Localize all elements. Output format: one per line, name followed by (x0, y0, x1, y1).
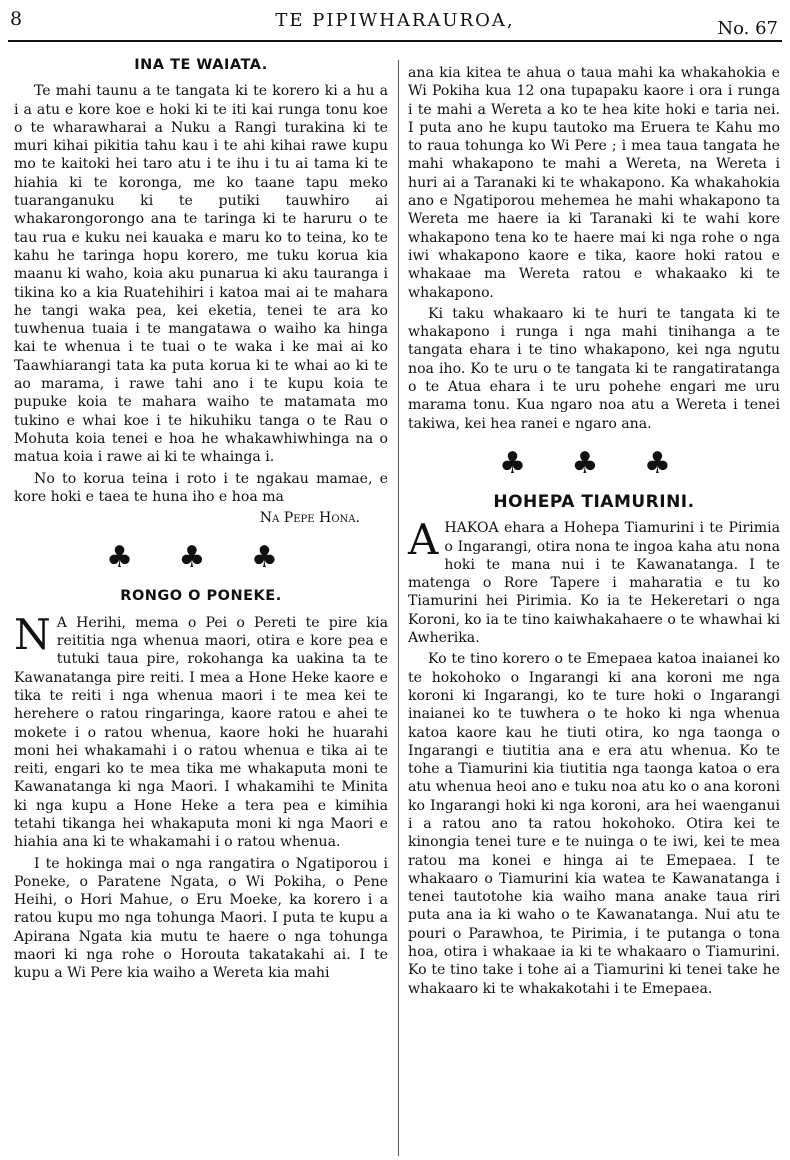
left-column (14, 52, 388, 986)
column-rule (398, 60, 399, 1156)
page-number: 8 (10, 8, 23, 30)
article-paragraph: Te mahi taunu a te tangata ki te korero ki a hu a i a atu e kore koe e hoki ki te iti kai runga tonu koe o te wharawharai a Nuku a Rangi turakina ki te muri kihai pikitia tahu kau i te ahi kihai rawe kupu mo te kaitoki hei taro atu i te ihu i tu ai tama ki te hiahia ki te koronga, me ko taane tapu meko tuaranganuku ki te putiki tauwhiro ai whakarongorongo ana te taringa ki te haruru o te tau rua e kuku nei kauaka e maru ko to teina, ko te kahu he taringa hopu korero, me tuku korua kia maanu ki waho, koia aku punarua ki aku tauranga i tikina ko a kia Ruatehihiri i katoa mai ai te mahara he tangi waka pea, kei eketia, tenei te ara ko tuwhenua tuaia i te mangatawa o waiho ka hinga kai te whenua i te tuai o te waka i ke mai ai ko Taawhiarangi tata ka puta korua ki te whai ao ki te ao marama, i rawe tahi ano i te kupu koia te pupuke koia te mahara waiho te matamata mo tukino e whai koe i te hikuhiku tanga o te Rau o Mohuta koia tenei e hoa he whakawhiwhinga na o matua koia i rawe ai ki te whainga i. (14, 83, 388, 466)
article-paragraph: N A Herihi, mema o Pei o Pereti te pire kia reititia nga whenua maori, otira e kore pea e tutuki taua pire, rokohanga ka uakina ta te Kawanatanga pire reiti. I mea a Hone Heke kaore e tika te reiti i nga whenua maori i te mea kei te herehere o ratou ringaringa, kaore ratou e ahei te mokete i o ratou whenua, kaore hoki he huarahi moni hei whakamahi i o ratou whenua e tika ai te reiti, engari ko te mea tika me whakaputa moni te Kawanatanga ki nga Maori. I whakamihi te Minita ki nga kupu a Hone Heke a tera pea e kimihia tetahi tikanga hei whakaputa moni ki nga Maori e hiahia ana ki te whakamahi i o ratou whenua. (14, 609, 388, 851)
drop-cap: N (14, 609, 51, 659)
signature: Na Pepe Hona. (259, 510, 360, 527)
clover-ornament: ♣ ♣ ♣ (499, 445, 689, 481)
article-paragraph: AHAKOA ehara a Hohepa Tiamurini i te Pirimia o Ingarangi, otira nona te ingoa kaha atu nona hoki te mana nui i te Kawanatanga. I te matenga o Rore Tapere i maharatia e tu ko Tiamurini hei Pirimia. Ko ia te Hekeretari o nga Koroni, ko ia te tino kaiwhakahaere o te whawhai ki Awherika. (408, 515, 780, 647)
article-paragraph: ana kia kitea te ahua o taua mahi ka whakahokia e Wi Pokiha kua 12 ona tupapaku kaore i ora i runga i te mahi a Wereta a ko te hea kite hoki e taria nei. I puta ano he kupu tautoko ma Eruera te Kahu mo to raua tohunga ko Wi Pere ; i mea taua tangata he mahi whakapono te mahi a Wereta, na Wereta i huri ai a Taranaki ki te whakapono. Ka whakahokia ano e Ngatiporou mehemea he mahi whakapono ta Wereta me haere ia ki Taranaki ki te wahi kore whakapono tena ko te haere mai ki nga rohe o nga iwi whakapono kaore e tika, kaore hoki ratou e whakaae ma Wereta ratou e whakaako ki te whakapono. (408, 65, 780, 301)
article-paragraph: I te hokinga mai o nga rangatira o Ngatiporou i Poneke, o Paratene Ngata, o Wi Pokiha, o Pene Heihi, o Hori Mahue, o Eru Moeke, ka korero i a ratou kupu mo nga tohunga Maori. I puta te kupu a Apirana Ngata kia mutu te haere o nga tohunga maori ki nga rohe o Horouta takatakahi ai. I te kupu a Wi Pere kia waiho a Wereta kia mahi (14, 855, 388, 982)
page-header (8, 4, 782, 42)
article-paragraph: Ko te tino korero o te Emepaea katoa inaianei ko te hokohoko o Ingarangi ki ana koroni me nga koroni ki Ingarangi, ko te ture hoki o Ingarangi inaianei ko te tuwhera o te hoko ki nga whenua katoa kaore kau he tiuti otira, ko nga taonga o Ingarangi e tiutitia ana e era atu whenua. Ko te tohe a Tiamurini kia tiutitia nga taonga katoa o era atu whenua heoi ano e tuku noa atu ko o ana koroni ko Ingarangi hoki ki nga koroni, ara hei waenganui i a ratou ano ta ratou hokohoko. Otira kei te kinongia tenei ture e te nuinga o te iwi, kei te mea ratou ma konei e hinga ai te Emepaea. I te whakaaro o Tiamurini kia watea te Kawanatanga i tenei tautotohe kia waiho mana anake taua riri puta ana ia ki waho o te Kawanatanga. Nui atu te pouri o Parawhoa, te Pirimia, i te putanga o tona hoa, otira i whakaae ia ki te whakaaro o Tiamurini. Ko te tino take i tohe ai a Tiamurini ki tenei take he whakaaro ki te whakakotahi i te Emepaea. (408, 651, 780, 997)
section-heading-rongo-o-poneke: RONGO O PONEKE. (120, 588, 282, 605)
clover-ornament: ♣ ♣ ♣ (106, 540, 296, 576)
article-paragraph: Ki taku whakaaro ki te huri te tangata ki te whakapono i runga i nga mahi tinihanga a te tangata ehara i te tino whakapono, kei nga ngutu noa iho. Ko te uru o te tangata ki te rangatiratanga o te Atua ehara i te uru pohehe engari me uru marama tonu. Kua ngaro noa atu a Wereta i tenei takiwa, kei hea ranei e ngaro ana. (408, 305, 780, 432)
issue-number: No. 67 (717, 18, 778, 39)
right-column (408, 64, 780, 1001)
article-paragraph: No to korua teina i roto i te ngakau mamae, e kore hoki e taea te huna iho e hoa ma (14, 470, 388, 505)
drop-cap: A (408, 515, 439, 565)
section-heading-ina-te-waiata: INA TE WAIATA. (134, 57, 268, 73)
newspaper-title: TE PIPIWHARAUROA, (275, 10, 515, 31)
section-heading-hohepa-tiamurini: HOHEPA TIAMURINI. (493, 491, 695, 512)
